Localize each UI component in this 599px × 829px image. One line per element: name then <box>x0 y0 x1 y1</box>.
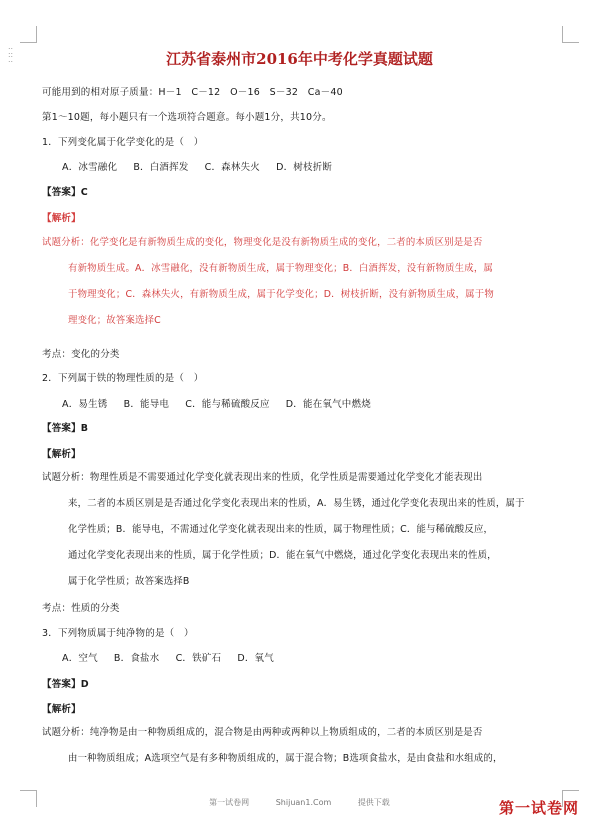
q2-options <box>62 396 371 410</box>
q3-analysis-line: 试题分析：纯净物是由一种物质组成的，混合物是由两种或两种以上物质组成的，二者的本质区别是是否 <box>42 727 483 738</box>
q1-analysis-line: 理变化；故答案选择C <box>68 315 161 326</box>
section-intro: 第1～10题，每小题只有一个选项符合题意。每小题1分，共10分。 <box>42 112 332 123</box>
q1-analysis-line: 试题分析：化学变化是有新物质生成的变化，物理变化是没有新物质生成的变化，二者的本质区别是是否 <box>42 237 483 248</box>
footer-site-url[interactable]: Shijuan1.Com <box>275 798 332 807</box>
q3-analysis-line: 由一种物质组成；A选项空气是有多种物质组成的，属于混合物；B选项食盐水，是由食盐和水组成的， <box>68 753 503 764</box>
q1-analysis-line: 于物理变化；C．森林失火，有新物质生成，属于化学变化；D．树枝折断，没有新物质生成，属于物 <box>68 289 494 300</box>
q1-stem: 1．下列变化属于化学变化的是（ ） <box>42 137 204 148</box>
q2-analysis-line: 通过化学变化表现出来的性质，属于化学性质；D．能在氧气中燃烧，通过化学变化表现出来的性质， <box>68 550 497 561</box>
q3-option-a: A．空气 <box>62 653 98 664</box>
q1-analysis-title: 【解析】 <box>42 213 81 224</box>
q3-option-d: D．氧气 <box>237 653 274 664</box>
q1-option-c: C．森林失火 <box>204 162 260 173</box>
brand-logo: 第一试卷网 <box>498 799 579 817</box>
q2-kaodian: 考点：性质的分类 <box>42 603 120 614</box>
q3-analysis <box>42 720 570 772</box>
q1-options <box>62 159 332 173</box>
q3-option-c: C．铁矿石 <box>175 653 222 664</box>
q2-analysis-title: 【解析】 <box>42 449 81 460</box>
q2-analysis-line: 属于化学性质；故答案选择B <box>68 576 190 587</box>
margin-handle-icon: ⁚⁚ ⁚⁚ <box>8 47 14 64</box>
q2-analysis-line: 来，二者的本质区别是是否通过化学变化表现出来的性质，A．易生锈，通过化学变化表现出来的性质，属于 <box>68 498 525 509</box>
crop-mark-top-right <box>562 26 579 43</box>
q2-option-a: A．易生锈 <box>62 399 108 410</box>
q3-option-b: B．食盐水 <box>113 653 160 664</box>
q1-kaodian: 考点：变化的分类 <box>42 349 120 360</box>
q2-analysis-line: 化学性质；B．能导电，不需通过化学变化就表现出来的性质，属于物理性质；C．能与稀硫酸反应， <box>68 524 494 535</box>
q3-answer: 【答案】D <box>42 679 89 690</box>
q1-answer: 【答案】C <box>42 187 88 198</box>
q2-option-b: B．能导电 <box>123 399 170 410</box>
q1-analysis <box>42 230 570 334</box>
q2-answer: 【答案】B <box>42 423 89 434</box>
q1-option-a: A．冰雪融化 <box>62 162 118 173</box>
crop-mark-top-left <box>20 26 37 43</box>
q2-option-c: C．能与稀硫酸反应 <box>185 399 270 410</box>
q3-stem: 3．下列物质属于纯净物的是（ ） <box>42 628 194 639</box>
q2-analysis-line: 试题分析：物理性质是不需要通过化学变化就表现出来的性质，化学性质是需要通过化学变化才能表现出 <box>42 472 483 483</box>
atomic-mass-line: 可能用到的相对原子质量：H－1 C－12 O－16 S－32 Ca－40 <box>42 87 343 98</box>
q1-option-d: D．树枝折断 <box>276 162 333 173</box>
q2-option-d: D．能在氧气中燃烧 <box>285 399 371 410</box>
q1-option-b: B．白酒挥发 <box>133 162 189 173</box>
footer-download-text: 提供下载 <box>357 798 390 807</box>
q2-analysis <box>42 465 570 595</box>
q2-stem: 2．下列属于铁的物理性质的是（ ） <box>42 373 204 384</box>
q3-analysis-title: 【解析】 <box>42 704 81 715</box>
footer-site-name: 第一试卷网 <box>209 798 250 807</box>
page-title: 江苏省泰州市2016年中考化学真题试题 <box>166 50 433 68</box>
q1-analysis-line: 有新物质生成。A．冰雪融化，没有新物质生成，属于物理变化；B．白酒挥发，没有新物质生成，属 <box>68 263 493 274</box>
q3-options <box>62 650 274 664</box>
